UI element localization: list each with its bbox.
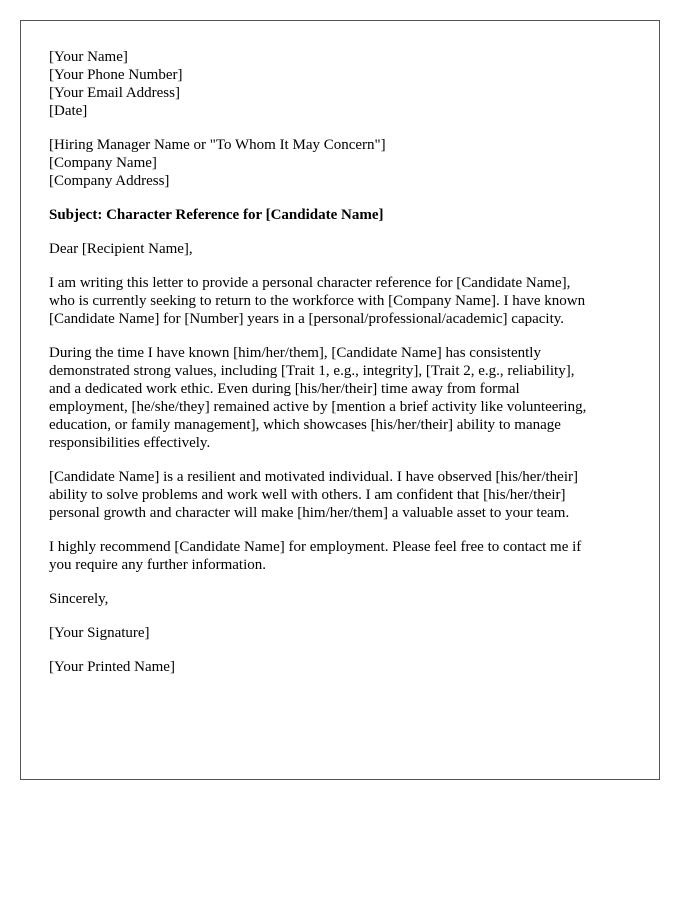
paragraph-line: education, or family management], which showcases [his/her/their] ability to manage	[49, 417, 561, 433]
paragraph-line: employment, [he/she/they] remained active by [mention a brief activity like volunteering,	[49, 399, 587, 415]
paragraph-3	[49, 468, 631, 522]
letter-body	[49, 48, 631, 692]
sender-email: [Your Email Address]	[49, 85, 180, 101]
recipient-address: [Company Address]	[49, 173, 170, 189]
recipient-company: [Company Name]	[49, 155, 157, 171]
paragraph-line: [Candidate Name] is a resilient and motivated individual. I have observed [his/her/their]	[49, 469, 578, 485]
paragraph-line: demonstrated strong values, including [Trait 1, e.g., integrity], [Trait 2, e.g., reliability],	[49, 363, 575, 379]
paragraph-1	[49, 274, 631, 328]
sender-phone: [Your Phone Number]	[49, 67, 183, 83]
paragraph-line: responsibilities effectively.	[49, 435, 211, 451]
subject-line: Subject: Character Reference for [Candidate Name]	[49, 207, 384, 223]
paragraph-line: I am writing this letter to provide a personal character reference for [Candidate Name],	[49, 275, 571, 291]
closing: Sincerely,	[49, 591, 109, 607]
paragraph-line: During the time I have known [him/her/them], [Candidate Name] has consistently	[49, 345, 541, 361]
paragraph-4	[49, 538, 631, 574]
paragraph-line: who is currently seeking to return to the workforce with [Company Name]. I have known	[49, 293, 586, 309]
printed-name: [Your Printed Name]	[49, 659, 175, 675]
paragraph-line: [Candidate Name] for [Number] years in a [personal/professional/academic] capacity.	[49, 311, 565, 327]
paragraph-line: personal growth and character will make [him/her/them] a valuable asset to your team.	[49, 505, 570, 521]
sender-block	[49, 48, 631, 120]
paragraph-line: and a dedicated work ethic. Even during [his/her/their] time away from formal	[49, 381, 520, 397]
paragraph-2	[49, 344, 631, 452]
salutation: Dear [Recipient Name],	[49, 241, 193, 257]
recipient-block	[49, 136, 631, 190]
signature: [Your Signature]	[49, 625, 150, 641]
paragraph-line: I highly recommend [Candidate Name] for employment. Please feel free to contact me if	[49, 539, 582, 555]
sender-name: [Your Name]	[49, 49, 128, 65]
letter-date: [Date]	[49, 103, 88, 119]
recipient-name: [Hiring Manager Name or "To Whom It May Concern"]	[49, 137, 386, 153]
paragraph-line: ability to solve problems and work well with others. I am confident that [his/her/their]	[49, 487, 566, 503]
paragraph-line: you require any further information.	[49, 557, 267, 573]
